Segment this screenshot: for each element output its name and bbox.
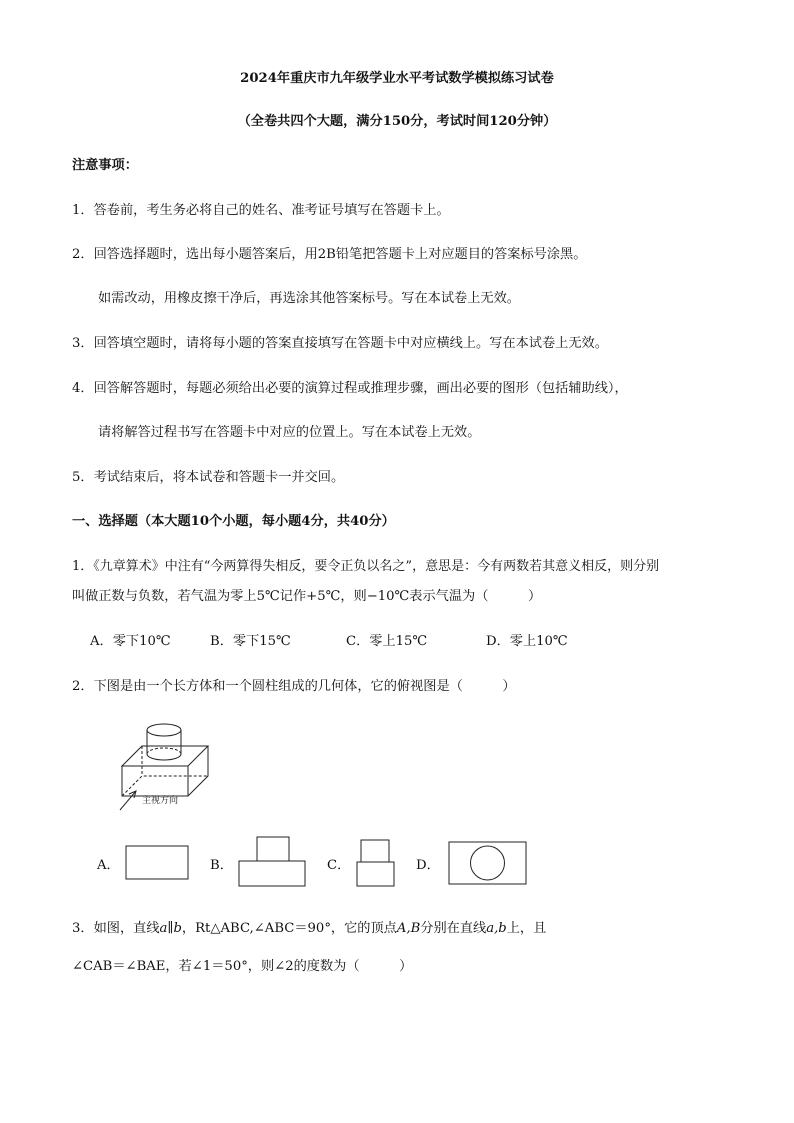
q3-text-c: ，Rt△ABC,∠ABC＝90°，它的顶点 [181, 921, 397, 936]
q1-option-c: C．零上15℃ [346, 634, 428, 649]
q3-text-e: 分别在直线 [420, 921, 487, 936]
notice-item-4-cont: 请将解答过程书写在答题卡中对应的位置上。写在本试卷上无效。 [98, 425, 481, 440]
q3-text-g: 上，且 [506, 921, 547, 936]
q2-option-a-letter: A． [97, 858, 120, 873]
q3-stem-line1 [72, 920, 546, 938]
q3-text-a: 3．如图，直线 [72, 921, 160, 936]
q1-option-d: D．零上10℃ [486, 634, 568, 649]
q2-direction-label: 主视方向 [142, 796, 179, 806]
q2-option-b-letter: B． [210, 858, 233, 873]
q3-vertices-expr: A,B [396, 921, 421, 936]
notice-item-5: 5．考试结束后，将本试卷和答题卡一并交回。 [72, 470, 345, 485]
q2-option-c-figure [356, 839, 396, 887]
notice-item-4: 4．回答解答题时，每题必须给出必要的演算过程或推理步骤，画出必要的图形（包括辅助线）， [72, 381, 628, 396]
q3-lines-expr: a,b [486, 921, 507, 936]
q3-stem-line2: ∠CAB＝∠BAE，若∠1＝50°，则∠2的度数为（ ） [72, 959, 413, 974]
notice-heading: 注意事项： [72, 158, 138, 173]
q3-parallel-expr: a∥b [159, 921, 182, 936]
q1-stem-line1: 1．《九章算术》中注有“今两算得失相反，要令正负以名之”，意思是：今有两数若其意义相反，则分别 [72, 559, 660, 574]
q2-option-d-letter: D． [416, 858, 440, 873]
q2-option-c-letter: C． [327, 858, 351, 873]
q2-option-a-figure [125, 845, 189, 881]
page-subtitle: （全卷共四个大题，满分150分，考试时间120分钟） [237, 114, 557, 129]
q2-option-b-figure [238, 836, 308, 888]
q2-option-d-figure [448, 841, 528, 886]
notice-item-3: 3．回答填空题时，请将每小题的答案直接填写在答题卡中对应横线上。写在本试卷上无效。 [72, 336, 608, 351]
notice-item-2-cont: 如需改动，用橡皮擦干净后，再选涂其他答案标号。写在本试卷上无效。 [98, 291, 520, 306]
q1-option-a: A．零下10℃ [90, 634, 171, 649]
page-title: 2024年重庆市九年级学业水平考试数学模拟练习试卷 [240, 71, 554, 86]
q1-stem-line2: 叫做正数与负数，若气温为零上5℃记作+5℃，则−10℃表示气温为（ ） [72, 589, 542, 604]
notice-item-2: 2．回答选择题时，选出每小题答案后，用2B铅笔把答题卡上对应题目的答案标号涂黑。 [72, 247, 587, 262]
section-heading: 一、选择题（本大题10个小题，每小题4分，共40分） [72, 514, 395, 529]
notice-item-1: 1．答卷前，考生务必将自己的姓名、准考证号填写在答题卡上。 [72, 203, 450, 218]
q1-option-b: B．零下15℃ [210, 634, 291, 649]
q2-stem: 2．下图是由一个长方体和一个圆柱组成的几何体，它的俯视图是（ ） [72, 679, 516, 694]
